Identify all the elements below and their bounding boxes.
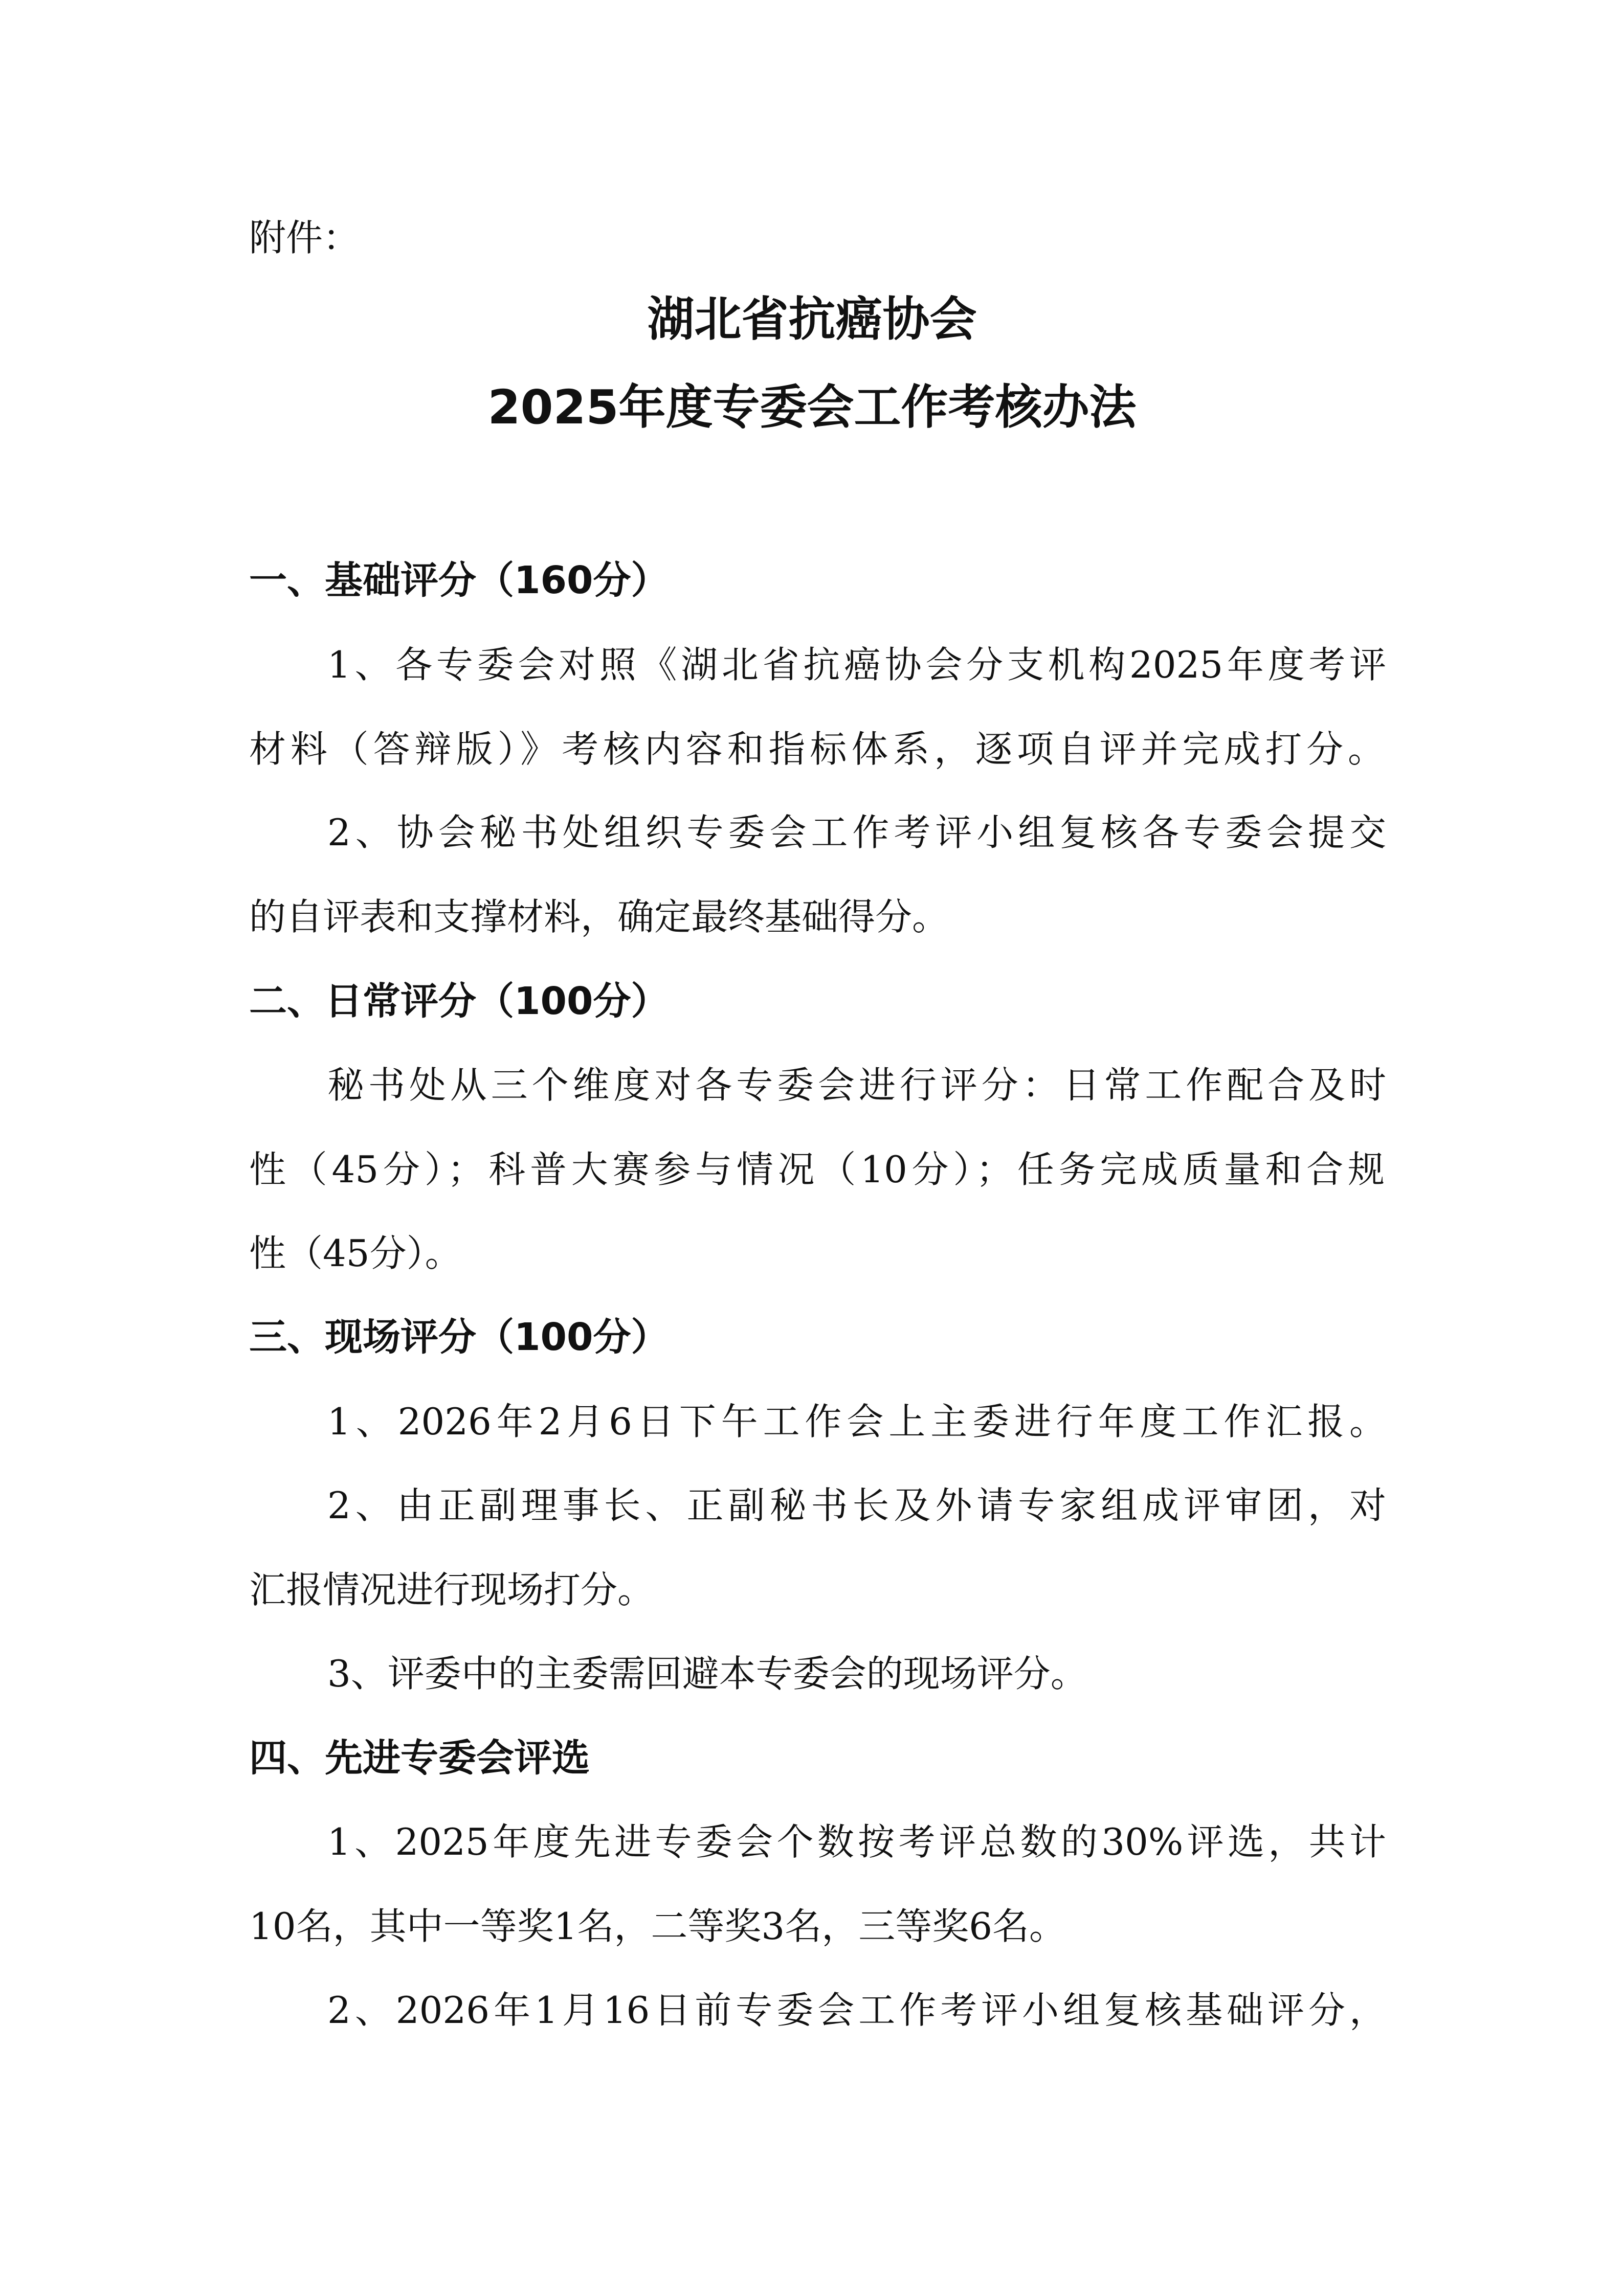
paragraph-line: 性（45分）。 <box>249 1232 462 1275</box>
document-title-line-1: 湖北省抗癌协会 <box>647 292 977 347</box>
section-heading-basic-score: 一、基础评分（160分） <box>249 558 669 602</box>
paragraph-line: 3、评委中的主委需回避本专委会的现场评分。 <box>327 1652 1087 1695</box>
section-heading-onsite-score: 三、现场评分（100分） <box>249 1315 669 1359</box>
paragraph-line: 汇报情况进行现场打分。 <box>249 1568 655 1611</box>
paragraph-line: 10名，其中一等奖1名，二等奖3名，三等奖6名。 <box>249 1905 1066 1948</box>
section-heading-daily-score: 二、日常评分（100分） <box>249 979 669 1023</box>
paragraph-line: 2、由正副理事长、正副秘书长及外请专家组成评审团，对 <box>327 1484 1386 1527</box>
document-title-line-2: 2025年度专委会工作考核办法 <box>487 380 1137 435</box>
paragraph-line: 材料（答辩版）》考核内容和指标体系，逐项自评并完成打分。 <box>249 728 1385 771</box>
section-heading-selection: 四、先进专委会评选 <box>249 1736 590 1780</box>
attachment-label: 附件： <box>249 216 360 259</box>
paragraph-line: 性（45分）；科普大赛参与情况（10分）；任务完成质量和合规 <box>249 1148 1385 1191</box>
paragraph-line: 1、2025年度先进专委会个数按考评总数的30%评选，共计 <box>327 1820 1386 1863</box>
paragraph-line: 2、2026年1月16日前专委会工作考评小组复核基础评分， <box>327 1989 1386 2032</box>
paragraph-line: 的自评表和支撑材料，确定最终基础得分。 <box>249 895 949 938</box>
paragraph-line: 1、2026年2月6日下午工作会上主委进行年度工作汇报。 <box>327 1400 1386 1443</box>
paragraph-line: 1、各专委会对照《湖北省抗癌协会分支机构2025年度考评 <box>327 643 1386 686</box>
paragraph-line: 秘书处从三个维度对各专委会进行评分：日常工作配合及时 <box>327 1064 1386 1107</box>
paragraph-line: 2、协会秘书处组织专委会工作考评小组复核各专委会提交 <box>327 811 1386 854</box>
